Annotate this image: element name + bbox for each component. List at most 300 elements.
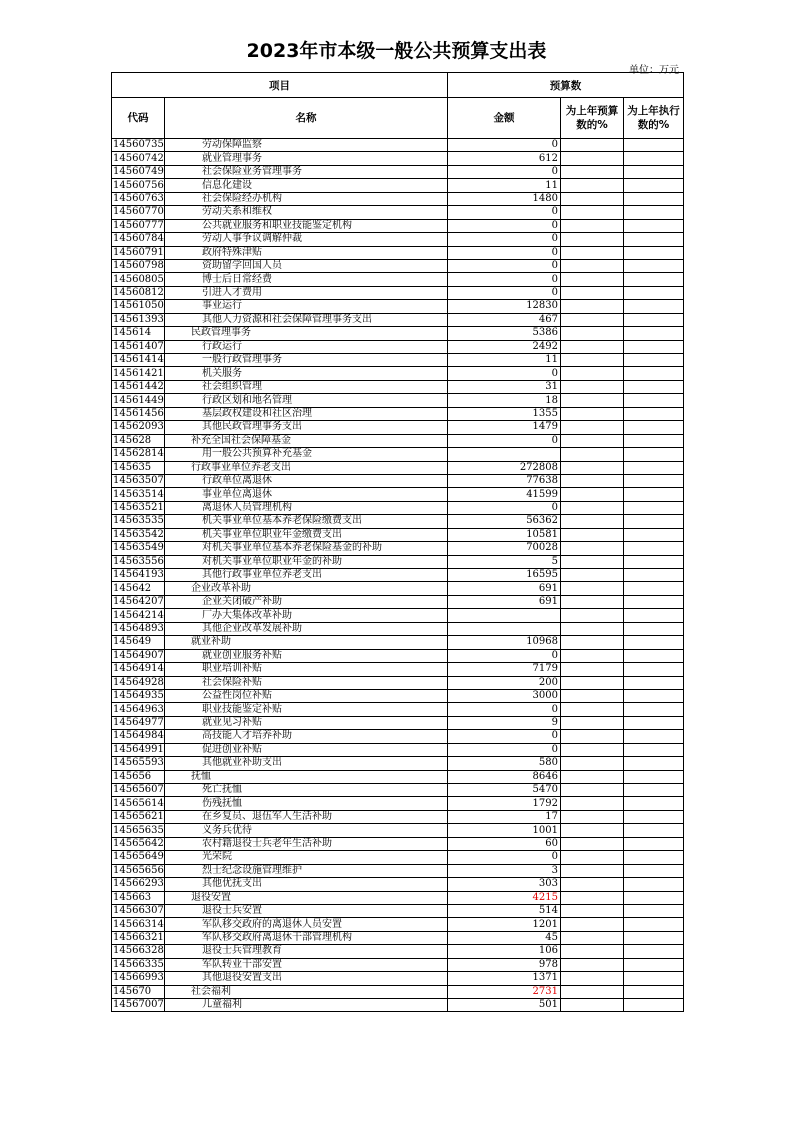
table-row [112, 152, 684, 165]
row-amount: 691 [448, 595, 561, 608]
row-name: 其他人力资源和社会保障管理事务支出 [165, 313, 448, 326]
row-amount: 70028 [448, 542, 561, 555]
row-code: 145635 [112, 461, 165, 474]
row-code: 14564207 [113, 596, 164, 608]
row-amount: 1479 [448, 421, 561, 434]
table-row [112, 582, 684, 595]
header-name: 名称 [165, 98, 448, 139]
row-name: 公益性岗位补贴 [165, 689, 448, 702]
row-pct-prev-budget [561, 864, 624, 877]
row-amount [448, 609, 561, 622]
row-amount: 0 [448, 501, 561, 514]
row-name: 社会福利 [165, 985, 448, 998]
row-name: 烈士纪念设施管理维护 [165, 864, 448, 877]
row-pct-prev-budget [561, 716, 624, 729]
row-name: 企业改革补助 [165, 582, 448, 595]
table-row [112, 622, 684, 635]
row-code: 14560749 [113, 166, 164, 178]
table-row [112, 340, 684, 353]
row-pct-prev-budget [561, 407, 624, 420]
row-name: 劳动关系和维权 [165, 206, 448, 219]
row-name: 就业见习补贴 [165, 716, 448, 729]
row-amount: 7179 [448, 663, 561, 676]
row-pct-prev-exec [624, 918, 684, 931]
row-code: 14566993 [113, 972, 164, 984]
row-code: 14565649 [113, 851, 164, 863]
row-code: 14563507 [113, 475, 164, 487]
row-code: 14565614 [113, 797, 164, 809]
row-pct-prev-budget [561, 931, 624, 944]
row-pct-prev-exec [624, 542, 684, 555]
row-pct-prev-exec [624, 421, 684, 434]
row-code: 145656 [112, 770, 165, 783]
row-pct-prev-budget [561, 461, 624, 474]
table-row [112, 165, 684, 178]
row-pct-prev-budget [561, 259, 624, 272]
row-name: 伤残抚恤 [165, 797, 448, 810]
row-name: 行政区划和地名管理 [165, 394, 448, 407]
row-name: 社会保险业务管理事务 [165, 165, 448, 178]
row-code: 14561442 [113, 381, 164, 393]
row-name: 职业培训补贴 [165, 663, 448, 676]
row-name: 在乡复员、退伍军人生活补助 [165, 810, 448, 823]
row-pct-prev-exec [624, 152, 684, 165]
row-pct-prev-exec [624, 757, 684, 770]
row-name: 社会保险经办机构 [165, 192, 448, 205]
row-pct-prev-budget [561, 474, 624, 487]
row-name: 事业运行 [165, 300, 448, 313]
row-pct-prev-budget [561, 152, 624, 165]
row-code: 14563549 [113, 542, 164, 554]
table-row [112, 837, 684, 850]
row-code: 14564214 [113, 609, 164, 621]
row-name: 劳动保障监察 [165, 139, 448, 152]
row-code: 14560812 [113, 287, 164, 299]
row-pct-prev-budget [561, 434, 624, 447]
row-amount: 18 [448, 394, 561, 407]
row-pct-prev-budget [561, 542, 624, 555]
row-amount: 11 [448, 354, 561, 367]
row-pct-prev-exec [624, 407, 684, 420]
row-amount: 0 [448, 649, 561, 662]
row-pct-prev-budget [561, 985, 624, 998]
row-pct-prev-budget [561, 327, 624, 340]
row-amount: 60 [448, 837, 561, 850]
row-code: 14564984 [113, 730, 164, 742]
row-name: 民政管理事务 [165, 327, 448, 340]
row-pct-prev-exec [624, 501, 684, 514]
row-pct-prev-budget [561, 448, 624, 461]
row-amount: 0 [448, 367, 561, 380]
row-code: 14563535 [113, 515, 164, 527]
row-name: 就业创业服务补贴 [165, 649, 448, 662]
row-pct-prev-budget [561, 904, 624, 917]
row-pct-prev-budget [561, 663, 624, 676]
table-row [112, 259, 684, 272]
row-pct-prev-budget [561, 703, 624, 716]
row-pct-prev-budget [561, 273, 624, 286]
row-pct-prev-exec [624, 689, 684, 702]
table-row [112, 676, 684, 689]
row-code: 14560777 [113, 219, 164, 231]
row-pct-prev-exec [624, 837, 684, 850]
row-amount: 56362 [448, 515, 561, 528]
row-amount: 41599 [448, 488, 561, 501]
row-code: 14565621 [113, 811, 164, 823]
table-row [112, 219, 684, 232]
row-pct-prev-budget [561, 165, 624, 178]
table-row [112, 354, 684, 367]
table-row [112, 797, 684, 810]
row-name: 退役士兵管理教育 [165, 945, 448, 958]
table-title: 2023年市本级一般公共预算支出表 [246, 40, 547, 62]
row-pct-prev-exec [624, 878, 684, 891]
row-pct-prev-budget [561, 837, 624, 850]
row-pct-prev-exec [624, 340, 684, 353]
row-name: 促进创业补贴 [165, 743, 448, 756]
row-pct-prev-exec [624, 676, 684, 689]
row-pct-prev-budget [561, 622, 624, 635]
row-pct-prev-exec [624, 784, 684, 797]
row-name: 基层政权建设和社区治理 [165, 407, 448, 420]
row-pct-prev-budget [561, 878, 624, 891]
row-pct-prev-budget [561, 421, 624, 434]
table-row [112, 380, 684, 393]
row-pct-prev-exec [624, 891, 684, 904]
row-pct-prev-exec [624, 985, 684, 998]
row-code: 145642 [112, 582, 165, 595]
row-pct-prev-budget [561, 958, 624, 971]
row-code: 14561449 [113, 394, 164, 406]
row-name: 机关事业单位基本养老保险缴费支出 [165, 515, 448, 528]
row-name: 退役安置 [165, 891, 448, 904]
row-pct-prev-budget [561, 219, 624, 232]
table-row [112, 488, 684, 501]
row-pct-prev-exec [624, 999, 684, 1012]
row-amount: 9 [448, 716, 561, 729]
row-pct-prev-exec [624, 649, 684, 662]
table-row [112, 192, 684, 205]
table-row [112, 407, 684, 420]
table-row [112, 448, 684, 461]
row-name: 对机关事业单位职业年金的补助 [165, 555, 448, 568]
row-pct-prev-exec [624, 259, 684, 272]
row-pct-prev-exec [624, 595, 684, 608]
row-pct-prev-budget [561, 918, 624, 931]
row-code: 14560791 [113, 246, 164, 258]
row-pct-prev-exec [624, 810, 684, 823]
table-row [112, 999, 684, 1012]
row-amount: 0 [448, 246, 561, 259]
table-row [112, 743, 684, 756]
row-code: 14562814 [113, 448, 164, 460]
row-amount: 10581 [448, 528, 561, 541]
row-pct-prev-budget [561, 824, 624, 837]
row-pct-prev-budget [561, 380, 624, 393]
row-pct-prev-exec [624, 528, 684, 541]
row-code: 14567007 [113, 999, 164, 1011]
table-row [112, 878, 684, 891]
row-pct-prev-exec [624, 582, 684, 595]
row-pct-prev-budget [561, 609, 624, 622]
row-name: 其他就业补助支出 [165, 757, 448, 770]
table-row [112, 945, 684, 958]
row-name: 军队移交政府的离退休人员安置 [165, 918, 448, 931]
row-pct-prev-exec [624, 716, 684, 729]
row-code: 14560735 [113, 139, 164, 151]
table-row [112, 689, 684, 702]
row-amount: 3000 [448, 689, 561, 702]
row-amount: 0 [448, 703, 561, 716]
table-row [112, 864, 684, 877]
row-pct-prev-exec [624, 434, 684, 447]
row-pct-prev-exec [624, 851, 684, 864]
row-amount: 1371 [448, 972, 561, 985]
row-pct-prev-exec [624, 219, 684, 232]
row-name: 机关服务 [165, 367, 448, 380]
table-row [112, 434, 684, 447]
row-code: 14566293 [113, 878, 164, 890]
row-amount: 0 [448, 139, 561, 152]
table-row [112, 985, 684, 998]
row-pct-prev-exec [624, 179, 684, 192]
row-code: 14566335 [113, 958, 164, 970]
row-code: 14560798 [113, 260, 164, 272]
row-code: 14565593 [113, 757, 164, 769]
row-amount: 580 [448, 757, 561, 770]
row-name: 政府特殊津贴 [165, 246, 448, 259]
table-row [112, 286, 684, 299]
row-pct-prev-budget [561, 797, 624, 810]
row-pct-prev-budget [561, 810, 624, 823]
header-pct-prev-exec: 为上年执行数的% [624, 98, 684, 139]
row-amount: 0 [448, 259, 561, 272]
row-pct-prev-exec [624, 165, 684, 178]
row-code: 14564935 [113, 690, 164, 702]
row-pct-prev-budget [561, 139, 624, 152]
row-amount: 2731 [448, 985, 561, 998]
row-amount: 106 [448, 945, 561, 958]
row-code: 14566314 [113, 918, 164, 930]
row-code: 14561456 [113, 407, 164, 419]
table-row [112, 555, 684, 568]
row-amount: 200 [448, 676, 561, 689]
row-amount: 0 [448, 165, 561, 178]
row-name: 离退休人员管理机构 [165, 501, 448, 514]
row-name: 公共就业服务和职业技能鉴定机构 [165, 219, 448, 232]
row-pct-prev-budget [561, 555, 624, 568]
row-amount: 1355 [448, 407, 561, 420]
table-row [112, 663, 684, 676]
table-row [112, 528, 684, 541]
row-code: 14564928 [113, 676, 164, 688]
row-amount: 1792 [448, 797, 561, 810]
row-name: 博士后日常经费 [165, 273, 448, 286]
table-row [112, 327, 684, 340]
row-pct-prev-exec [624, 797, 684, 810]
table-row [112, 757, 684, 770]
row-code: 145649 [112, 636, 165, 649]
row-code: 14563556 [113, 555, 164, 567]
row-name: 对机关事业单位基本养老保险基金的补助 [165, 542, 448, 555]
row-name: 信息化建设 [165, 179, 448, 192]
row-amount: 612 [448, 152, 561, 165]
row-code: 14560763 [113, 192, 164, 204]
row-pct-prev-budget [561, 206, 624, 219]
row-code: 14565607 [113, 784, 164, 796]
budget-table [111, 72, 684, 1012]
row-pct-prev-exec [624, 730, 684, 743]
row-name: 社会组织管理 [165, 380, 448, 393]
row-pct-prev-exec [624, 461, 684, 474]
table-row [112, 273, 684, 286]
row-pct-prev-budget [561, 999, 624, 1012]
row-amount: 4215 [448, 891, 561, 904]
row-name: 其他退役安置支出 [165, 972, 448, 985]
row-amount: 10968 [448, 636, 561, 649]
row-pct-prev-budget [561, 595, 624, 608]
row-code: 14561407 [113, 340, 164, 352]
row-pct-prev-exec [624, 300, 684, 313]
row-amount: 8646 [448, 770, 561, 783]
row-pct-prev-budget [561, 354, 624, 367]
table-row [112, 421, 684, 434]
row-amount: 514 [448, 904, 561, 917]
row-pct-prev-budget [561, 636, 624, 649]
table-row [112, 636, 684, 649]
table-row [112, 972, 684, 985]
table-row [112, 394, 684, 407]
row-pct-prev-budget [561, 972, 624, 985]
row-pct-prev-exec [624, 743, 684, 756]
table-row [112, 703, 684, 716]
row-code: 14563542 [113, 528, 164, 540]
row-pct-prev-budget [561, 891, 624, 904]
header-amount: 金额 [448, 98, 561, 139]
header-pct-prev-budget: 为上年预算数的% [561, 98, 624, 139]
row-pct-prev-exec [624, 958, 684, 971]
table-row [112, 904, 684, 917]
row-code: 14564977 [113, 717, 164, 729]
row-code: 14562093 [113, 421, 164, 433]
row-pct-prev-exec [624, 313, 684, 326]
row-pct-prev-exec [624, 488, 684, 501]
row-amount: 5 [448, 555, 561, 568]
row-pct-prev-exec [624, 139, 684, 152]
row-amount: 77638 [448, 474, 561, 487]
row-pct-prev-exec [624, 945, 684, 958]
row-code: 14565642 [113, 837, 164, 849]
row-amount [448, 622, 561, 635]
row-pct-prev-exec [624, 448, 684, 461]
table-row [112, 461, 684, 474]
row-pct-prev-budget [561, 757, 624, 770]
table-row [112, 716, 684, 729]
row-amount: 978 [448, 958, 561, 971]
row-pct-prev-budget [561, 582, 624, 595]
row-pct-prev-budget [561, 945, 624, 958]
row-pct-prev-budget [561, 851, 624, 864]
row-amount: 0 [448, 206, 561, 219]
row-name: 用一般公共预算补充基金 [165, 448, 448, 461]
row-name: 抚恤 [165, 770, 448, 783]
row-pct-prev-budget [561, 770, 624, 783]
row-code: 14561421 [113, 367, 164, 379]
row-pct-prev-exec [624, 394, 684, 407]
row-pct-prev-budget [561, 300, 624, 313]
row-amount: 11 [448, 179, 561, 192]
row-amount: 272808 [448, 461, 561, 474]
header-budget: 预算数 [448, 73, 684, 98]
table-row [112, 233, 684, 246]
row-pct-prev-exec [624, 636, 684, 649]
row-name: 引进人才费用 [165, 286, 448, 299]
row-amount: 5386 [448, 327, 561, 340]
row-amount: 0 [448, 851, 561, 864]
row-amount: 0 [448, 434, 561, 447]
table-body [112, 139, 684, 1012]
table-row [112, 474, 684, 487]
row-name: 就业管理事务 [165, 152, 448, 165]
row-amount: 0 [448, 273, 561, 286]
row-code: 145628 [112, 434, 165, 447]
row-name: 劳动人事争议调解仲裁 [165, 233, 448, 246]
row-name: 厂办大集体改革补助 [165, 609, 448, 622]
row-code: 14566307 [113, 905, 164, 917]
row-pct-prev-budget [561, 246, 624, 259]
row-code: 14564963 [113, 703, 164, 715]
row-name: 事业单位离退休 [165, 488, 448, 501]
row-code: 14561393 [113, 313, 164, 325]
row-pct-prev-budget [561, 649, 624, 662]
row-pct-prev-budget [561, 367, 624, 380]
row-amount: 0 [448, 233, 561, 246]
row-pct-prev-budget [561, 192, 624, 205]
row-name: 其他行政事业单位养老支出 [165, 569, 448, 582]
table-row [112, 824, 684, 837]
row-code: 14560784 [113, 233, 164, 245]
row-amount [448, 448, 561, 461]
row-amount: 0 [448, 286, 561, 299]
row-name: 资助留学回国人员 [165, 259, 448, 272]
row-amount: 16595 [448, 569, 561, 582]
row-name: 义务兵优待 [165, 824, 448, 837]
row-code: 14564907 [113, 649, 164, 661]
row-amount: 1480 [448, 192, 561, 205]
row-name: 光荣院 [165, 851, 448, 864]
row-name: 其他民政管理事务支出 [165, 421, 448, 434]
row-name: 行政单位离退休 [165, 474, 448, 487]
table-row [112, 515, 684, 528]
row-pct-prev-exec [624, 609, 684, 622]
row-name: 儿童福利 [165, 999, 448, 1012]
row-amount: 0 [448, 743, 561, 756]
table-row [112, 931, 684, 944]
row-name: 其他企业改革发展补助 [165, 622, 448, 635]
row-amount: 1001 [448, 824, 561, 837]
row-pct-prev-budget [561, 689, 624, 702]
row-pct-prev-exec [624, 864, 684, 877]
row-pct-prev-budget [561, 179, 624, 192]
row-name: 农村籍退役士兵老年生活补助 [165, 837, 448, 850]
row-name: 军队移交政府离退休干部管理机构 [165, 931, 448, 944]
row-name: 行政运行 [165, 340, 448, 353]
row-pct-prev-exec [624, 569, 684, 582]
table-row [112, 851, 684, 864]
table-row [112, 891, 684, 904]
row-code: 14561050 [113, 300, 164, 312]
row-code: 14561414 [113, 354, 164, 366]
